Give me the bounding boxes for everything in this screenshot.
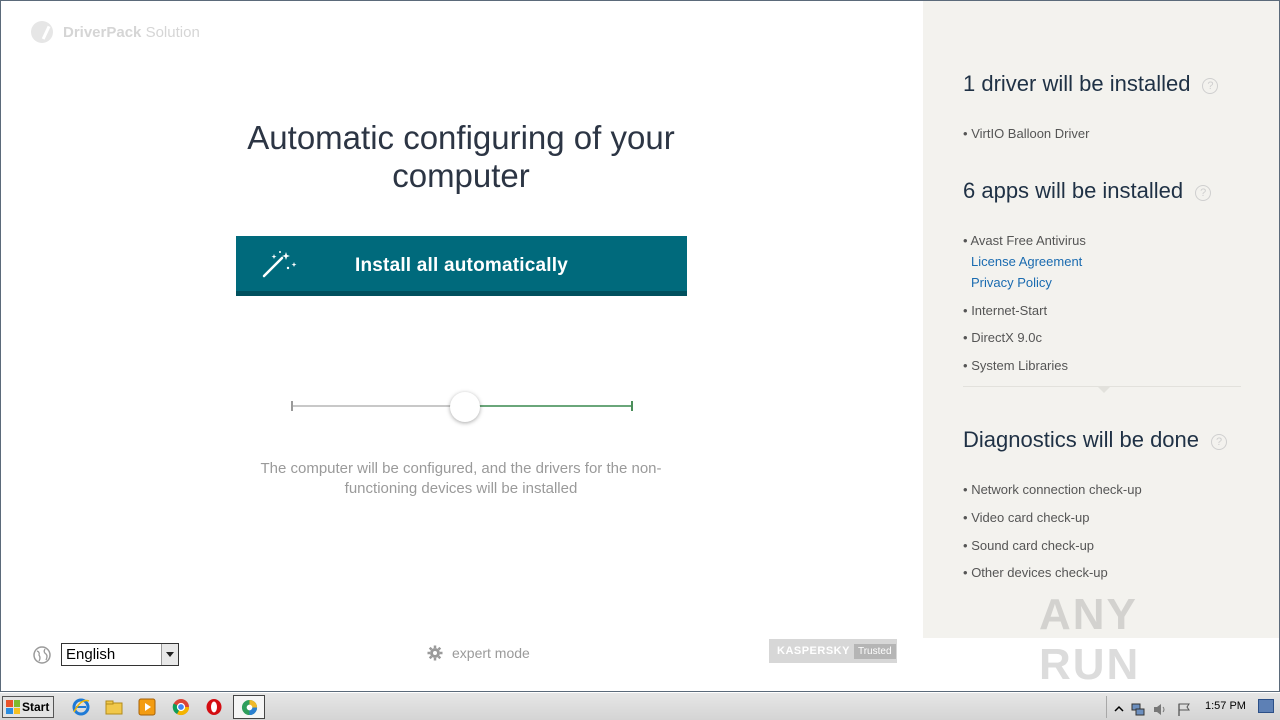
language-select[interactable]	[61, 643, 179, 666]
show-hidden-icons-icon[interactable]	[1112, 703, 1126, 716]
configuration-description: The computer will be configured, and the drivers for the non-functioning devices will be installed	[260, 460, 662, 497]
kaspersky-trusted-badge	[769, 639, 897, 663]
trusted-label: Trusted	[854, 644, 896, 659]
privacy-policy-link[interactable]: Privacy Policy	[971, 275, 1052, 290]
slider-min-cap	[291, 401, 293, 411]
expand-arrow-icon[interactable]	[1097, 386, 1111, 393]
start-label: Start	[22, 700, 50, 714]
slider-track-active	[465, 405, 633, 407]
opera-icon[interactable]	[205, 698, 223, 716]
list-item: • Other devices check-up	[963, 565, 1108, 580]
taskbar-clock[interactable]: 1:57 PM	[1205, 700, 1246, 712]
drivers-section-title	[963, 71, 1218, 97]
volume-icon[interactable]	[1153, 703, 1167, 716]
list-item: • Network connection check-up	[963, 482, 1142, 497]
install-all-label: Install all automatically	[354, 255, 569, 276]
globe-icon	[33, 646, 51, 664]
apps-help-icon[interactable]: ?	[1195, 185, 1211, 201]
list-item: • Video card check-up	[963, 510, 1090, 525]
install-summary-panel	[923, 1, 1280, 638]
network-icon[interactable]	[1131, 703, 1145, 716]
anyrun-watermark: ANY RUN	[1039, 590, 1141, 689]
install-all-button[interactable]	[236, 236, 687, 296]
drivers-help-icon[interactable]: ?	[1202, 78, 1218, 94]
diagnostics-help-icon[interactable]: ?	[1211, 434, 1227, 450]
driverpack-icon	[241, 699, 258, 716]
list-item: • Sound card check-up	[963, 538, 1095, 553]
page-title: Automatic configuring of your computer	[247, 119, 675, 194]
license-agreement-link[interactable]: License Agreement	[971, 254, 1083, 269]
chevron-down-icon[interactable]	[161, 644, 178, 665]
language-selector-group	[33, 643, 179, 666]
action-center-flag-icon[interactable]	[1177, 703, 1191, 716]
kaspersky-logo: KASPERSKY	[777, 645, 850, 657]
gear-icon	[427, 645, 443, 661]
expert-mode-link[interactable]	[427, 645, 530, 661]
driverpack-logo-icon	[31, 21, 53, 43]
list-item: • System Libraries	[963, 358, 1068, 373]
driverpack-taskbar-button[interactable]	[233, 695, 265, 719]
internet-explorer-icon[interactable]	[72, 698, 90, 716]
list-item: • DirectX 9.0c	[963, 330, 1042, 345]
drivers-title-text: 1 driver will be installed	[963, 71, 1191, 96]
media-player-icon[interactable]	[138, 698, 156, 716]
slider-max-cap	[631, 401, 633, 411]
list-item: • Avast Free Antivirus	[963, 233, 1086, 248]
file-explorer-icon[interactable]	[105, 698, 123, 716]
chrome-icon[interactable]	[172, 698, 190, 716]
diagnostics-title-text: Diagnostics will be done	[963, 427, 1200, 452]
brand-header	[31, 21, 200, 43]
configuration-level-slider[interactable]	[291, 393, 633, 419]
start-button[interactable]	[2, 696, 54, 718]
apps-section-title	[963, 178, 1211, 204]
diagnostics-section-title	[963, 427, 1227, 453]
slider-track-inactive	[291, 405, 465, 407]
language-select-value: English	[66, 646, 116, 663]
list-item: • VirtIO Balloon Driver	[963, 126, 1090, 141]
brand-name: DriverPack Solution	[63, 23, 200, 41]
expert-mode-label: expert mode	[452, 645, 530, 661]
windows-taskbar	[0, 692, 1280, 720]
show-desktop-icon[interactable]	[1258, 699, 1274, 713]
windows-logo-icon	[6, 700, 20, 714]
list-item: • Internet-Start	[963, 303, 1048, 318]
apps-title-text: 6 apps will be installed	[963, 178, 1184, 203]
slider-thumb[interactable]	[450, 392, 480, 422]
